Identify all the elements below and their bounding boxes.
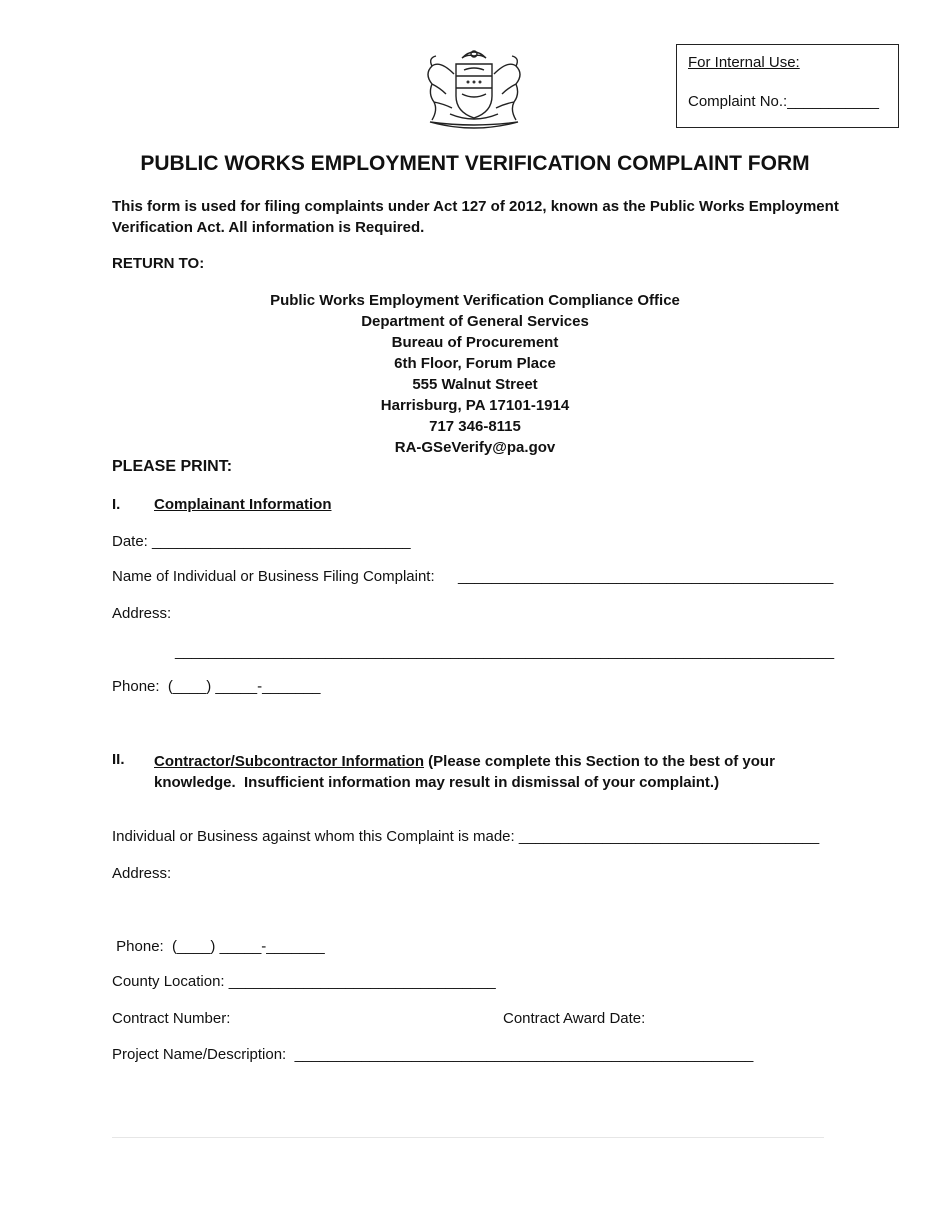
- filer-name-field[interactable]: _____________________________________________: [458, 568, 834, 585]
- section-1-heading: Complainant Information: [154, 496, 332, 513]
- email-address: RA-GSeVerify@pa.gov: [394, 439, 556, 456]
- address-line: Department of General Services: [361, 313, 589, 330]
- please-print-label: PLEASE PRINT:: [112, 458, 233, 475]
- intro-text: This form is used for filing complaints under Act 127 of 2012, known as the Public Works Employment Verification Act. All information is Required.: [112, 198, 839, 236]
- complainant-phone-field[interactable]: Phone: (____) _____-_______: [112, 678, 321, 695]
- project-description-field[interactable]: Project Name/Description: _______________________________________________________: [112, 1046, 754, 1063]
- contract-award-date-label: Contract Award Date:: [503, 1010, 646, 1027]
- address-line: 555 Walnut Street: [412, 376, 538, 393]
- section-2-header: [154, 751, 775, 793]
- respondent-name-field[interactable]: Individual or Business against whom this Complaint is made: ____________________________________: [112, 828, 820, 845]
- complaint-number-field[interactable]: Complaint No.:___________: [688, 93, 879, 110]
- respondent-phone-field[interactable]: Phone: (____) _____-_______: [112, 938, 325, 955]
- section-2-number: II.: [112, 751, 125, 768]
- pennsylvania-coat-of-arms-icon: [410, 44, 538, 132]
- address-line: 6th Floor, Forum Place: [394, 355, 556, 372]
- internal-use-box: [676, 44, 899, 128]
- section-2-note-continued: knowledge. Insufficient information may result in dismissal of your complaint.): [154, 774, 720, 791]
- address-line: Public Works Employment Verification Compliance Office: [270, 292, 680, 309]
- county-location-field[interactable]: County Location: ________________________________: [112, 973, 496, 990]
- respondent-address-label: Address:: [112, 865, 172, 882]
- divider: [112, 1137, 824, 1138]
- complainant-address-field[interactable]: _______________________________________________________________________________: [175, 643, 835, 660]
- complainant-address-label: Address:: [112, 605, 172, 622]
- section-2-note: (Please complete this Section to the best of your: [424, 753, 775, 770]
- date-field[interactable]: Date: _______________________________: [112, 533, 411, 550]
- filer-name-label: Name of Individual or Business Filing Complaint:: [112, 568, 435, 585]
- state-seal: [410, 44, 538, 132]
- address-line: Bureau of Procurement: [391, 334, 559, 351]
- internal-use-heading: For Internal Use:: [688, 54, 800, 71]
- return-to-label: RETURN TO:: [112, 255, 205, 272]
- address-line: 717 346-8115: [429, 418, 521, 435]
- section-1-number: I.: [112, 496, 121, 513]
- section-2-heading: Contractor/Subcontractor Information: [154, 753, 425, 770]
- return-address-block: [0, 290, 950, 458]
- page-title: PUBLIC WORKS EMPLOYMENT VERIFICATION COMPLAINT FORM: [140, 152, 810, 175]
- contract-number-label: Contract Number:: [112, 1010, 231, 1027]
- address-line: Harrisburg, PA 17101-1914: [380, 397, 570, 414]
